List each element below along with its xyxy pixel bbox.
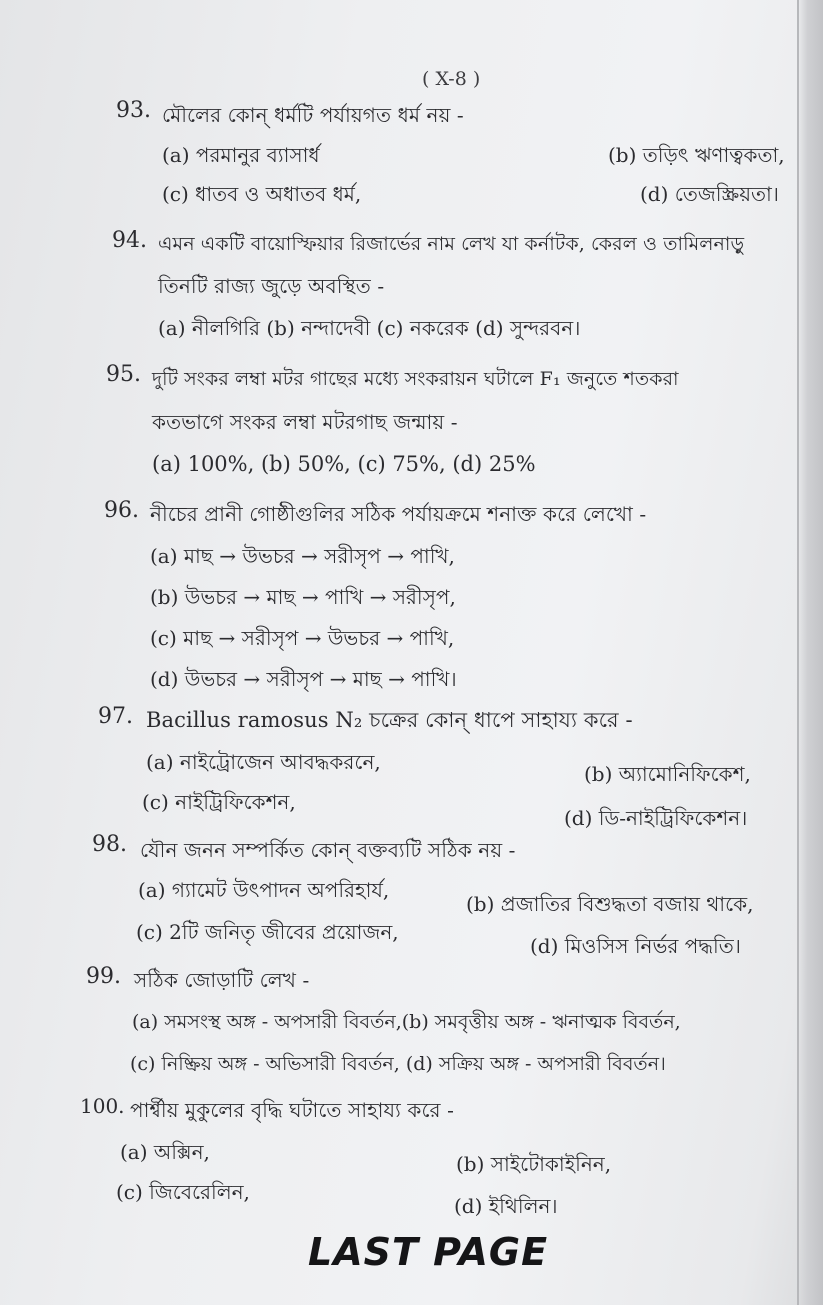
question-99-number: 99. [86,964,121,989]
question-99-option-line-2: (c) নিষ্ক্রিয় অঙ্গ - অভিসারী বিবর্তন, (d) সক্রিয় অঙ্গ - অপসারী বিবর্তন। [130,1053,666,1075]
question-97-option-a: (a) নাইট্রোজেন আবদ্ধকরনে, [146,750,381,774]
page-code: ( X-8 ) [422,68,481,90]
question-98-option-d: (d) মিওসিস নির্ভর পদ্ধতি। [530,934,741,958]
question-100-option-d: (d) ইথিলিন। [454,1194,558,1218]
question-100-number: 100. [80,1094,125,1118]
question-93-number: 93. [116,98,151,123]
question-97-number: 97. [98,704,133,729]
question-96-option-c: (c) মাছ → সরীসৃপ → উভচর → পাখি, [150,626,455,650]
question-95-text-line-1: দুটি সংকর লম্বা মটর গাছের মধ্যে সংকরায়ন ঘটালে F₁ জনুতে শতকরা [152,368,679,390]
question-96-text: নীচের প্রানী গোষ্ঠীগুলির সঠিক পর্যায়ক্রমে শনাক্ত করে লেখো - [150,502,647,526]
question-98-option-b: (b) প্রজাতির বিশুদ্ধতা বজায় থাকে, [466,892,754,916]
question-99-text: সঠিক জোড়াটি লেখ - [134,968,310,992]
question-100-option-c: (c) জিবেরেলিন, [116,1180,250,1204]
question-96-option-d: (d) উভচর → সরীসৃপ → মাছ → পাখি। [150,667,457,691]
question-93-option-d: (d) তেজস্ক্রিয়তা। [640,182,779,206]
question-100-option-b: (b) সাইটোকাইনিন, [456,1152,612,1176]
question-96-number: 96. [104,498,139,523]
question-98-number: 98. [92,832,127,857]
question-97-option-d: (d) ডি-নাইট্রিফিকেশন। [564,806,748,830]
question-94-number: 94. [112,228,147,253]
last-page-label: LAST PAGE [308,1230,549,1274]
question-93-option-a: (a) পরমানুর ব্যাসার্ধ [162,143,320,167]
question-98-text: যৌন জনন সম্পর্কিত কোন্ বক্তব্যটি সঠিক নয় - [140,838,516,862]
page-edge-shadow [797,0,823,1305]
question-94-text-line-2: তিনটি রাজ্য জুড়ে অবস্থিত - [158,274,385,298]
question-99-option-line-1: (a) সমসংস্থ অঙ্গ - অপসারী বিবর্তন,(b) সমবৃত্তীয় অঙ্গ - ঋনাত্মক বিবর্তন, [132,1011,681,1033]
question-95-number: 95. [106,362,141,387]
question-97-text: Bacillus ramosus N₂ চক্রের কোন্ ধাপে সাহায্য করে - [146,708,633,732]
question-93-text: মৌলের কোন্ ধর্মটি পর্যায়গত ধর্ম নয় - [162,103,464,127]
page-edge-line [797,0,799,1305]
question-98-option-c: (c) 2টি জনিতৃ জীবের প্রয়োজন, [136,920,399,944]
question-95-options: (a) 100%, (b) 50%, (c) 75%, (d) 25% [152,452,536,476]
question-95-text-line-2: কতভাগে সংকর লম্বা মটরগাছ জন্মায় - [152,410,458,434]
question-96-option-b: (b) উভচর → মাছ → পাখি → সরীসৃপ, [150,585,456,609]
question-98-option-a: (a) গ্যামেট উৎপাদন অপরিহার্য, [138,878,390,902]
question-93-option-c: (c) ধাতব ও অধাতব ধর্ম, [162,182,362,206]
question-97-option-c: (c) নাইট্রিফিকেশন, [142,790,296,814]
question-93-option-b: (b) তড়িৎ ঋণাত্বকতা, [608,143,785,167]
question-97-option-b: (b) অ্যামোনিফিকেশ, [584,762,751,786]
question-94-text-line-1: এমন একটি বায়োস্ফিয়ার রিজার্ভের নাম লেখ যা কর্নাটক, কেরল ও তামিলনাড়ু [158,233,745,255]
question-94-options: (a) নীলগিরি (b) নন্দাদেবী (c) নকরেক (d) সুন্দরবন। [158,316,581,340]
question-96-option-a: (a) মাছ → উভচর → সরীসৃপ → পাখি, [150,544,455,568]
question-100-option-a: (a) অক্সিন, [120,1140,210,1164]
question-100-text: পার্শ্বীয় মুকুলের বৃদ্ধি ঘটাতে সাহায্য করে - [130,1098,454,1122]
